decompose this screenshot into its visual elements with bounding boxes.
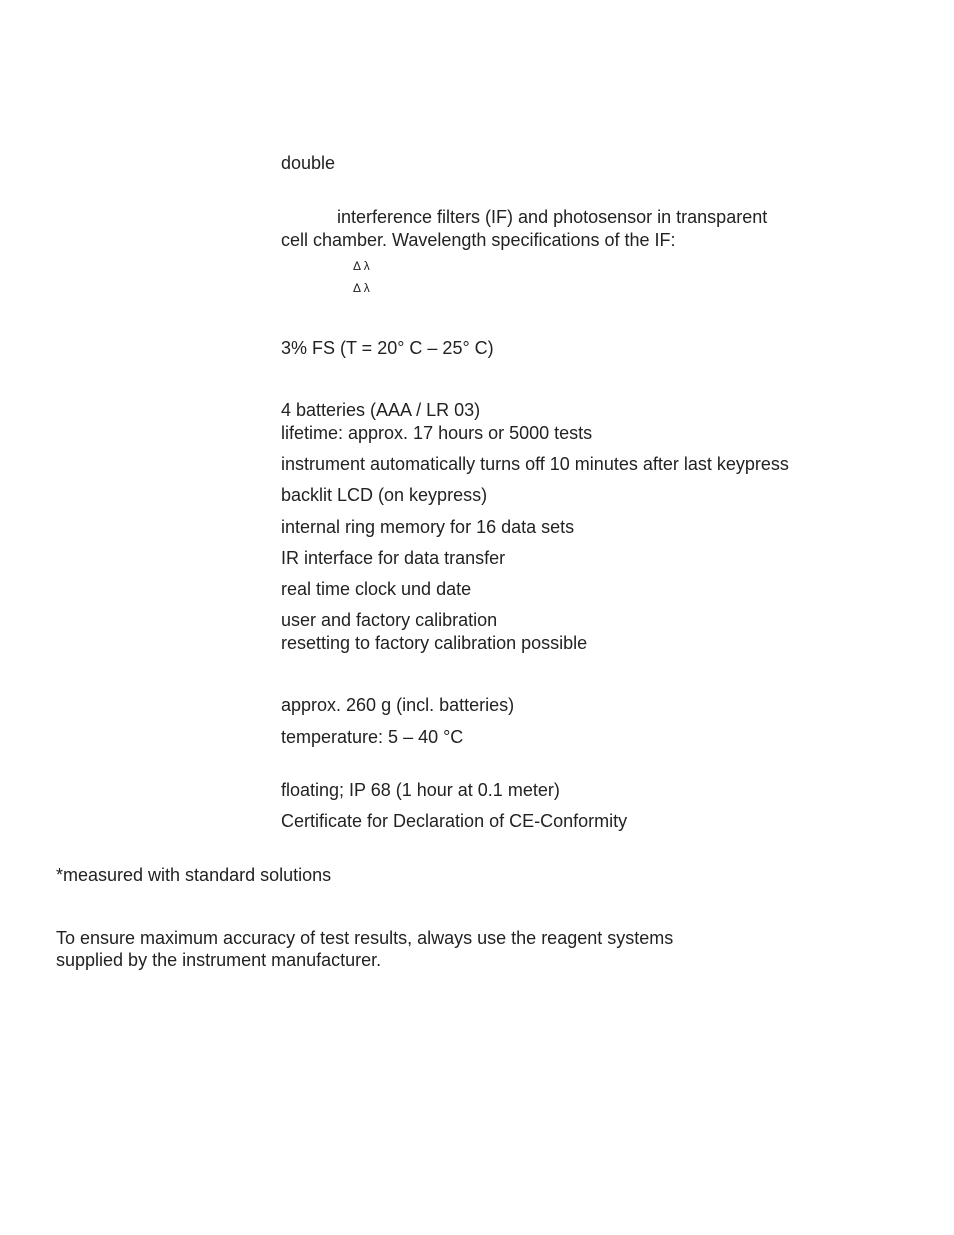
spec-calibration-line1: user and factory calibration [281, 610, 498, 630]
spec-optics-line2: cell chamber. Wavelength specifications of the IF: [281, 230, 676, 250]
spec-ambient: temperature: 5 – 40 °C [281, 727, 464, 747]
spec-optics-type: double [281, 153, 336, 173]
spec-interface: IR interface for data transfer [281, 548, 506, 568]
spec-clock: real time clock und date [281, 579, 472, 599]
footnote: *measured with standard solutions [56, 865, 332, 885]
spec-accuracy: 3% FS (T = 20° C – 25° C) [281, 338, 494, 358]
spec-certificate: Certificate for Declaration of CE-Conformity [281, 811, 628, 831]
spec-power-line1: 4 batteries (AAA / LR 03) [281, 400, 481, 420]
note-line2: supplied by the instrument manufacturer. [56, 950, 382, 970]
spec-optics-line1: interference filters (IF) and photosensor in transparent [337, 207, 768, 227]
spec-auto-off: instrument automatically turns off 10 minutes after last keypress [281, 454, 789, 474]
spec-memory: internal ring memory for 16 data sets [281, 517, 575, 537]
spec-calibration-line2: resetting to factory calibration possible [281, 633, 588, 653]
delta-lambda-1: Δ λ [353, 259, 370, 273]
delta-lambda-2: Δ λ [353, 281, 370, 295]
spec-weight: approx. 260 g (incl. batteries) [281, 695, 515, 715]
spec-power-line2: lifetime: approx. 17 hours or 5000 tests [281, 423, 593, 443]
spec-display: backlit LCD (on keypress) [281, 485, 488, 505]
spec-housing: floating; IP 68 (1 hour at 0.1 meter) [281, 780, 560, 800]
note-line1: To ensure maximum accuracy of test results, always use the reagent systems [56, 928, 674, 948]
